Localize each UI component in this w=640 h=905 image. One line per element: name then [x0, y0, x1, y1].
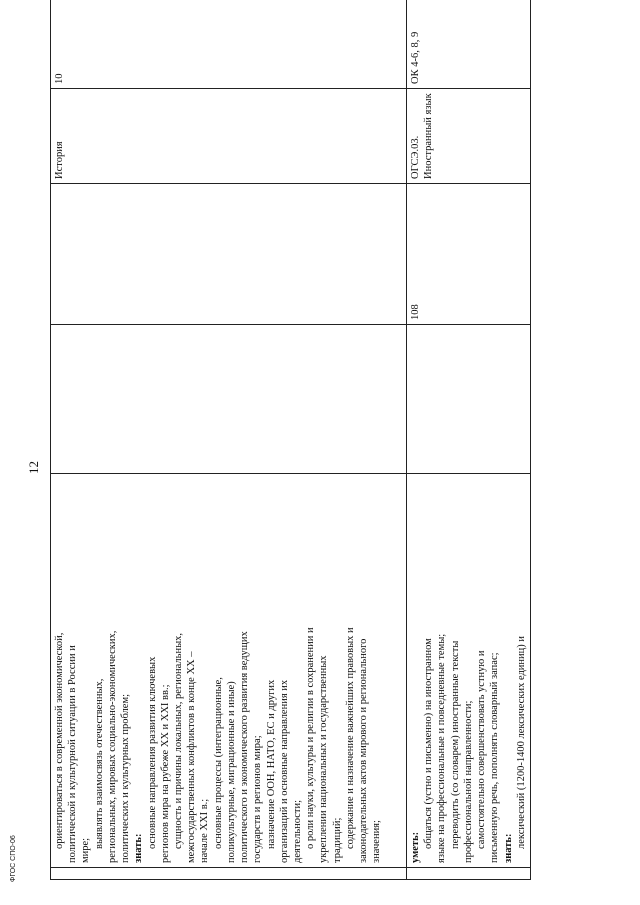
table-row: [51, 0, 407, 880]
text-line: государств и регионов мира;: [252, 735, 264, 863]
text-line: укреплении национальных и государственных: [318, 655, 330, 863]
section-heading: уметь:: [410, 831, 421, 863]
text-line: переводить (со словарем) иностранные тексты: [449, 640, 461, 849]
text-line: значения;: [371, 820, 383, 863]
footer-label: ФГОС СПО-06: [10, 835, 17, 882]
text-line: ориентироваться в современной экономической,: [54, 632, 65, 849]
text-line: основные процессы (интеграционные,: [212, 677, 224, 849]
competencies-cell: [51, 474, 407, 868]
text-line: письменную речь, пополнять словарный запас;: [489, 652, 501, 863]
max-hours-cell: [407, 325, 531, 474]
text-line: политической и культурной ситуации в России и: [67, 645, 79, 863]
mandatory-hours-cell: [51, 184, 407, 325]
text-line: регионов мира на рубеже XX и XXI вв.;: [159, 684, 171, 863]
text-line: языке на профессиональные и повседневные темы;: [436, 633, 448, 863]
text-line: региональных, мировых социально-экономических,: [106, 630, 118, 863]
competence-codes-cell: 10: [51, 0, 407, 89]
table-row: [407, 0, 531, 880]
section-heading: знать:: [133, 833, 145, 863]
page-number: 12: [26, 461, 41, 474]
competence-codes-cell: ОК 4-6, 8, 9: [407, 0, 531, 89]
margin-cell: [51, 868, 407, 880]
text-line: традиций;: [331, 817, 343, 863]
text-line: поликультурные, миграционные и иные): [225, 681, 237, 863]
text-line: общаться (устно и письменно) на иностранном: [423, 638, 435, 849]
text-line: начале XXI в.;: [199, 798, 211, 863]
text-line: о роли науки, культуры и религии в сохранении и: [305, 627, 317, 849]
text-line: самостоятельно совершенствовать устную и: [476, 650, 488, 849]
curriculum-table: [50, 0, 531, 880]
text-line: профессиональной направленности;: [462, 700, 474, 863]
competencies-cell: [407, 474, 531, 868]
text-line: мире;: [80, 837, 92, 863]
text-line: законодательных актов мирового и регионального: [358, 638, 370, 863]
discipline-code-cell: ОГСЭ.03. Иностранный язык: [407, 89, 531, 184]
section-heading: знать:: [502, 833, 514, 863]
text-line: политических и культурных проблем;: [120, 693, 132, 863]
text-line: организаций и основные направления их: [278, 679, 290, 863]
text-line: содержание и назначение важнейших правовых и: [344, 627, 356, 849]
mandatory-hours-cell: 108: [407, 184, 531, 325]
text-line: деятельности;: [291, 799, 303, 863]
discipline-cell: История: [51, 89, 407, 184]
text-line: сущность и причины локальных, региональных,: [172, 632, 184, 849]
text-line: выявлять взаимосвязь отечественных,: [93, 678, 105, 849]
text-line: основные направления развития ключевых: [146, 656, 158, 849]
rotated-table-wrapper: [50, 8, 527, 880]
text-line: лексический (1200-1400 лексических единиц) и: [515, 635, 527, 849]
text-line: межгосударственных конфликтов в конце XX –: [186, 651, 198, 863]
text-line: назначение ООН, НАТО, ЕС и других: [265, 679, 277, 849]
margin-cell: [407, 868, 531, 880]
max-hours-cell: [51, 325, 407, 474]
text-line: политического и экономического развития ведущих: [239, 631, 251, 863]
